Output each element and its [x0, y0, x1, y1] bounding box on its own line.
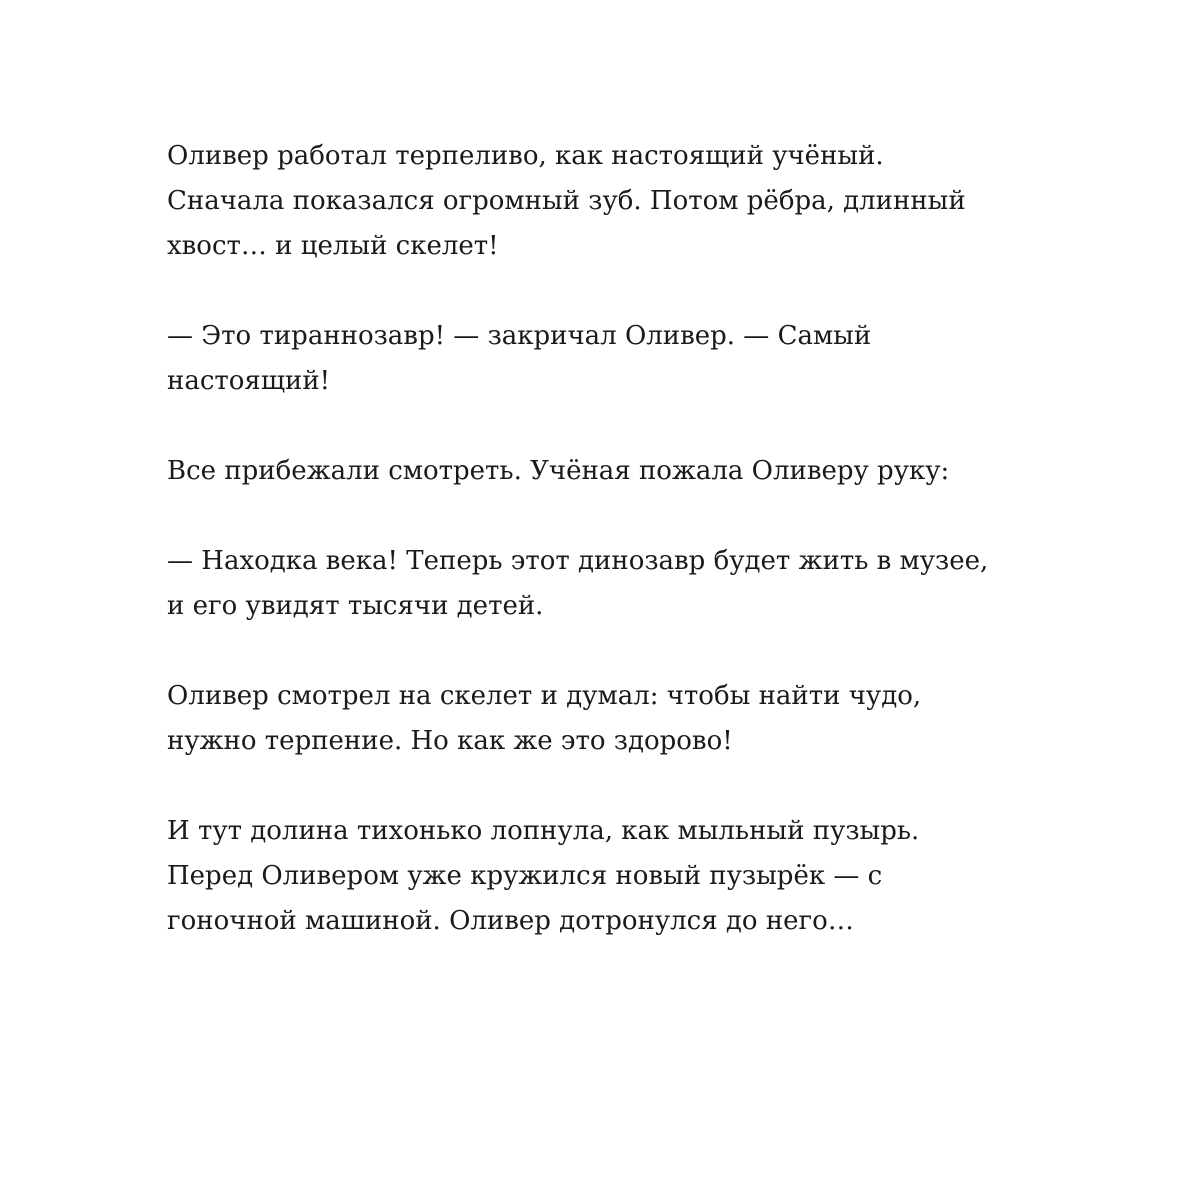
- paragraph-4: [167, 539, 1127, 629]
- text-line: настоящий!: [167, 366, 331, 396]
- text-line: Сначала показался огромный зуб. Потом рёбра, длинный: [167, 186, 966, 216]
- story-text: [167, 134, 1127, 944]
- text-line: Все прибежали смотреть. Учёная пожала Оливеру руку:: [167, 456, 950, 486]
- paragraph-1: [167, 134, 1127, 269]
- paragraph-2: [167, 314, 1127, 404]
- paragraph-6: [167, 809, 1127, 944]
- paragraph-5: [167, 674, 1127, 764]
- text-line: Оливер работал терпеливо, как настоящий учёный.: [167, 141, 884, 171]
- text-line: хвост… и целый скелет!: [167, 231, 499, 261]
- text-line: — Это тираннозавр! — закричал Оливер. — Самый: [167, 321, 872, 351]
- text-line: И тут долина тихонько лопнула, как мыльный пузырь.: [167, 816, 920, 846]
- text-line: гоночной машиной. Оливер дотронулся до него…: [167, 906, 854, 936]
- text-line: — Находка века! Теперь этот динозавр будет жить в музее,: [167, 546, 989, 576]
- paragraph-3: [167, 449, 1127, 494]
- text-line: и его увидят тысячи детей.: [167, 591, 544, 621]
- text-line: Перед Оливером уже кружился новый пузырёк — с: [167, 861, 883, 891]
- text-line: Оливер смотрел на скелет и думал: чтобы найти чудо,: [167, 681, 922, 711]
- text-line: нужно терпение. Но как же это здорово!: [167, 726, 733, 756]
